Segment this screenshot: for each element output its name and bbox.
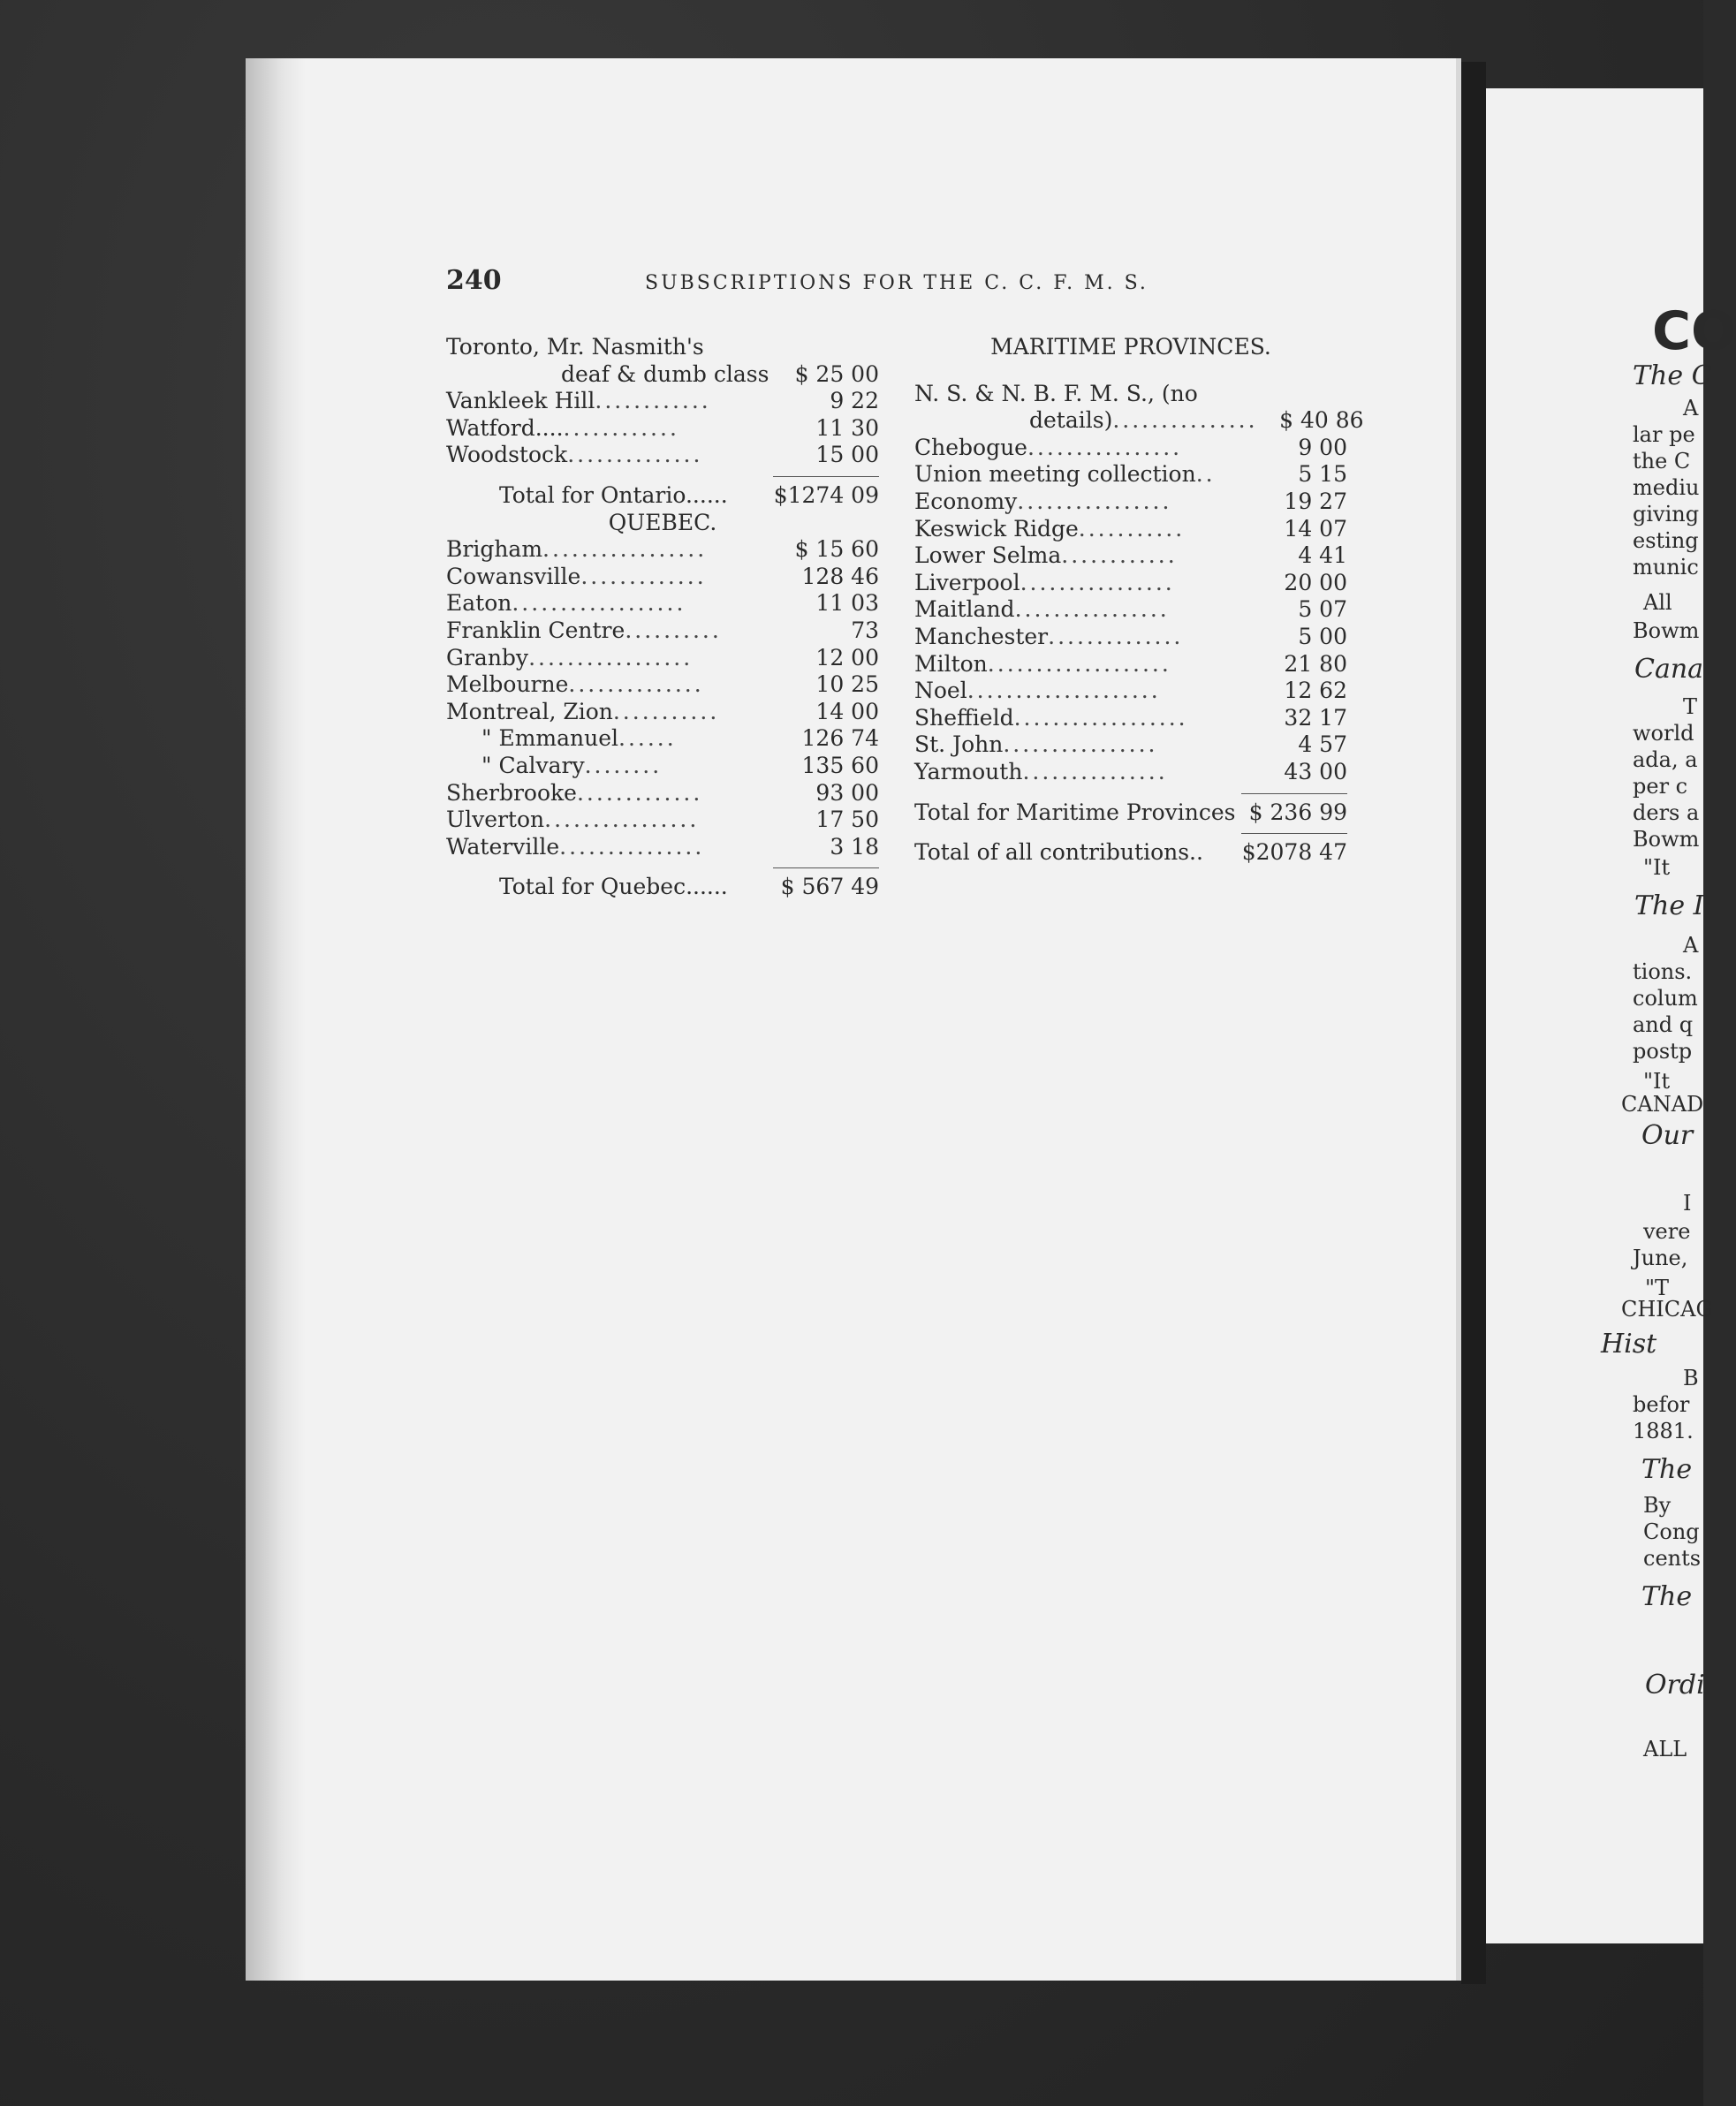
item-name: Sheffield: [914, 704, 1014, 731]
list-item: [446, 645, 879, 672]
right-page-fragment: Bowm: [1633, 827, 1700, 852]
item-amount: 3 18: [830, 833, 879, 860]
item-amount: 15 00: [815, 442, 879, 468]
list-item: [914, 435, 1347, 462]
right-page-fragment: munic: [1633, 555, 1699, 580]
right-page-fragment: tions.: [1633, 959, 1693, 984]
right-page-fragment: cents: [1643, 1546, 1702, 1571]
right-page-fragment: B: [1683, 1366, 1699, 1390]
list-item: [914, 461, 1347, 489]
right-page-fragment: world: [1633, 721, 1694, 746]
right-page-fragment: The I: [1634, 890, 1704, 921]
list-item: [914, 381, 1347, 408]
right-page-fragment: postp: [1633, 1039, 1693, 1064]
right-page-fragment: The C: [1633, 360, 1712, 391]
leader-dots: ...............: [559, 833, 705, 860]
book-gutter: [1461, 62, 1486, 1984]
leader-dots: .............: [580, 563, 707, 589]
total-label: Total for Maritime Provinces: [914, 799, 1236, 825]
list-item: [446, 590, 879, 617]
leader-dots: ................: [1003, 731, 1158, 758]
list-item: [446, 671, 879, 699]
item-amount: 20 00: [1284, 569, 1347, 595]
quebec-total-row: [446, 874, 879, 901]
right-page-fragment: befor: [1633, 1392, 1690, 1417]
right-page-fragment: Ordi: [1645, 1670, 1705, 1701]
right-page-fragment: per c: [1633, 774, 1688, 799]
right-page-fragment: giving: [1633, 502, 1700, 526]
item-amount: $ 15 60: [794, 536, 879, 563]
leader-dots: ..............: [567, 442, 703, 468]
list-item: [914, 596, 1347, 624]
item-name: " Calvary: [481, 752, 585, 778]
right-page-fragment: Our: [1641, 1120, 1694, 1151]
item-name: Noel: [914, 678, 967, 704]
list-item: [446, 564, 879, 591]
right-page-fragment: esting: [1633, 528, 1699, 553]
item-amount: 128 46: [801, 563, 879, 589]
right-page-fragment: Hist: [1601, 1329, 1657, 1360]
list-item: [914, 731, 1347, 759]
right-page-fragment: mediu: [1633, 475, 1700, 500]
item-name: Cowansville: [446, 563, 581, 589]
divider: [773, 867, 879, 868]
list-item: [446, 699, 879, 726]
item-amount: 4 41: [1298, 542, 1347, 569]
total-amount: $ 236 99: [1248, 799, 1347, 825]
quebec-list: [446, 536, 879, 860]
section-heading-maritime: MARITIME PROVINCES.: [990, 334, 1271, 360]
leader-dots: ..: [1195, 461, 1216, 488]
list-item: [914, 516, 1347, 543]
item-amount: 11 30: [815, 414, 879, 441]
leader-dots: ................: [1020, 569, 1175, 595]
item-name: Chebogue: [914, 434, 1027, 460]
item-name: Brigham: [446, 536, 543, 563]
right-page-fragment: T: [1683, 694, 1698, 719]
right-page-fragment: The: [1641, 1454, 1693, 1485]
list-item: [446, 725, 879, 753]
item-amount: 32 17: [1284, 704, 1347, 731]
right-page-fragment: CANAD: [1621, 1092, 1704, 1117]
list-item: [446, 536, 879, 564]
list-item: [446, 334, 879, 361]
item-name: Liverpool: [914, 569, 1020, 595]
divider: [1241, 833, 1347, 834]
leader-dots: ............: [1061, 542, 1178, 569]
list-item: [914, 759, 1347, 786]
divider: [773, 476, 879, 477]
divider: [1241, 793, 1347, 794]
item-amount: 9 22: [830, 388, 879, 414]
total-label: Total for Ontario......: [499, 481, 728, 508]
right-page-fragment: lar pe: [1633, 422, 1695, 447]
item-amount: 4 57: [1298, 731, 1347, 758]
list-item: [446, 415, 879, 443]
leader-dots: ............: [595, 388, 711, 414]
leader-dots: ........: [584, 752, 663, 778]
right-page-fragment: ALL: [1643, 1737, 1687, 1761]
item-amount: 17 50: [815, 807, 879, 833]
leader-dots: ................: [1017, 488, 1172, 514]
leader-dots: ...............: [1112, 407, 1258, 434]
item-amount: 5 15: [1298, 461, 1347, 488]
maritime-list: [914, 380, 1364, 786]
right-page-fragment: "It: [1643, 1069, 1671, 1094]
item-amount: 14 07: [1284, 515, 1347, 542]
leader-dots: ................: [1027, 434, 1183, 460]
list-item: [914, 678, 1347, 705]
leader-dots: ..........: [625, 617, 722, 643]
list-item: [446, 753, 879, 780]
right-page-fragment: Cong: [1643, 1519, 1700, 1544]
maritime-total-row: [914, 799, 1347, 827]
right-page-fragment: By: [1643, 1493, 1672, 1518]
right-page-fragment: colum: [1633, 986, 1698, 1011]
list-item: [446, 807, 879, 834]
leader-dots: ....................: [967, 678, 1161, 704]
item-amount: 73: [851, 617, 879, 643]
item-name: Milton: [914, 650, 988, 677]
item-name: Vankleek Hill: [446, 388, 595, 414]
item-name: " Emmanuel: [481, 725, 619, 752]
right-page-fragment: Cana: [1634, 654, 1704, 685]
item-name: Sherbrooke: [446, 779, 577, 806]
item-amount: $ 40 86: [1279, 407, 1364, 434]
right-page-fragment: A: [1683, 396, 1699, 420]
list-item: [914, 624, 1347, 651]
item-amount: 9 00: [1298, 434, 1347, 460]
list-item: [914, 705, 1347, 732]
page-title: SUBSCRIPTIONS FOR THE C. C. F. M. S.: [645, 272, 1148, 294]
item-amount: 10 25: [815, 671, 879, 698]
item-amount: 93 00: [815, 779, 879, 806]
leader-dots: ..................: [1013, 704, 1188, 731]
item-name: Yarmouth: [914, 758, 1023, 784]
right-page-fragment: The: [1641, 1581, 1693, 1612]
grand-total-row: [914, 839, 1347, 867]
right-page-fragment: CHICAG: [1621, 1297, 1713, 1322]
right-column: [914, 334, 1364, 867]
item-name: N. S. & N. B. F. M. S., (no: [914, 380, 1198, 406]
item-amount: $ 25 00: [794, 360, 879, 387]
list-item: [914, 542, 1347, 570]
ontario-total-row: [446, 482, 879, 510]
item-amount: 135 60: [801, 752, 879, 778]
right-page-fragment: "It: [1643, 855, 1671, 880]
item-name: St. John: [914, 731, 1004, 758]
grand-total-amount: $2078 47: [1241, 839, 1347, 866]
right-page-fragment: A: [1683, 933, 1699, 958]
list-item: [914, 489, 1347, 516]
item-name: details): [1029, 407, 1113, 434]
right-page-fragment: vere: [1643, 1219, 1691, 1244]
item-amount: 126 74: [801, 725, 879, 752]
item-name: Melbourne: [446, 671, 569, 698]
leader-dots: .................: [542, 536, 708, 563]
item-amount: 14 00: [815, 698, 879, 724]
right-page-fragment: "T: [1645, 1276, 1670, 1300]
item-name: Toronto, Mr. Nasmith's: [446, 334, 704, 360]
item-name: Franklin Centre: [446, 617, 625, 643]
leader-dots: ...............: [1022, 758, 1168, 784]
section-heading-quebec: QUEBEC.: [608, 509, 717, 535]
list-item: [914, 407, 1364, 435]
right-page-fragment: and q: [1633, 1012, 1694, 1037]
list-item: [914, 570, 1347, 597]
leader-dots: ..................: [512, 590, 686, 617]
item-name: Woodstock: [446, 442, 568, 468]
item-name: Watford....: [446, 414, 564, 441]
ontario-list: [446, 334, 879, 469]
leader-dots: .................: [528, 644, 694, 670]
item-amount: 12 00: [815, 644, 879, 670]
left-column: [446, 334, 879, 901]
item-amount: 5 00: [1298, 623, 1347, 649]
leader-dots: ................: [1014, 596, 1170, 623]
total-amount: $ 567 49: [780, 874, 879, 900]
item-amount: 19 27: [1284, 488, 1347, 514]
item-amount: 43 00: [1284, 758, 1347, 784]
leader-dots: .............: [576, 779, 703, 806]
item-name: Eaton: [446, 590, 512, 617]
leader-dots: ......: [618, 725, 677, 752]
right-page-fragment: ders a: [1633, 800, 1700, 825]
list-item: [446, 361, 879, 389]
right-page-fragment: the C: [1633, 449, 1691, 473]
item-amount: 12 62: [1284, 678, 1347, 704]
item-name: Economy: [914, 488, 1018, 514]
item-name: Ulverton: [446, 807, 545, 833]
total-label: Total for Quebec......: [499, 874, 728, 900]
leader-dots: ............: [563, 414, 679, 441]
item-name: Maitland: [914, 596, 1015, 623]
list-item: [914, 651, 1347, 678]
item-name: Montreal, Zion: [446, 698, 613, 724]
grand-total-label: Total of all contributions..: [914, 839, 1203, 866]
list-item: [446, 834, 879, 861]
item-name: Keswick Ridge: [914, 515, 1079, 542]
item-name: Union meeting collection: [914, 461, 1196, 488]
item-name: deaf & dumb class: [561, 360, 769, 387]
list-item: [446, 617, 879, 645]
right-page-fragment: CO: [1652, 300, 1736, 362]
item-name: Lower Selma: [914, 542, 1062, 569]
item-name: Granby: [446, 644, 529, 670]
leader-dots: ..............: [568, 671, 704, 698]
page-number: 240: [446, 265, 502, 296]
leader-dots: ................: [544, 807, 700, 833]
item-name: Manchester: [914, 623, 1049, 649]
right-page-fragment: Bowm: [1633, 618, 1700, 643]
total-amount: $1274 09: [773, 481, 879, 508]
list-item: [446, 388, 879, 415]
right-page-fragment: All: [1643, 590, 1672, 615]
leader-dots: ...........: [1078, 515, 1186, 542]
list-item: [446, 780, 879, 807]
right-page-fragment: June,: [1633, 1246, 1688, 1270]
leader-dots: ...................: [987, 650, 1171, 677]
page-edge: [246, 58, 307, 1981]
item-amount: 21 80: [1284, 650, 1347, 677]
item-amount: 5 07: [1298, 596, 1347, 623]
right-page-fragment: 1881.: [1633, 1419, 1694, 1443]
leader-dots: ..............: [1048, 623, 1184, 649]
item-amount: 11 03: [815, 590, 879, 617]
leader-dots: ...........: [612, 698, 720, 724]
item-name: Waterville: [446, 833, 560, 860]
right-page-fragment: I: [1683, 1191, 1692, 1216]
right-page-fragment: ada, a: [1633, 747, 1698, 772]
list-item: [446, 442, 879, 469]
